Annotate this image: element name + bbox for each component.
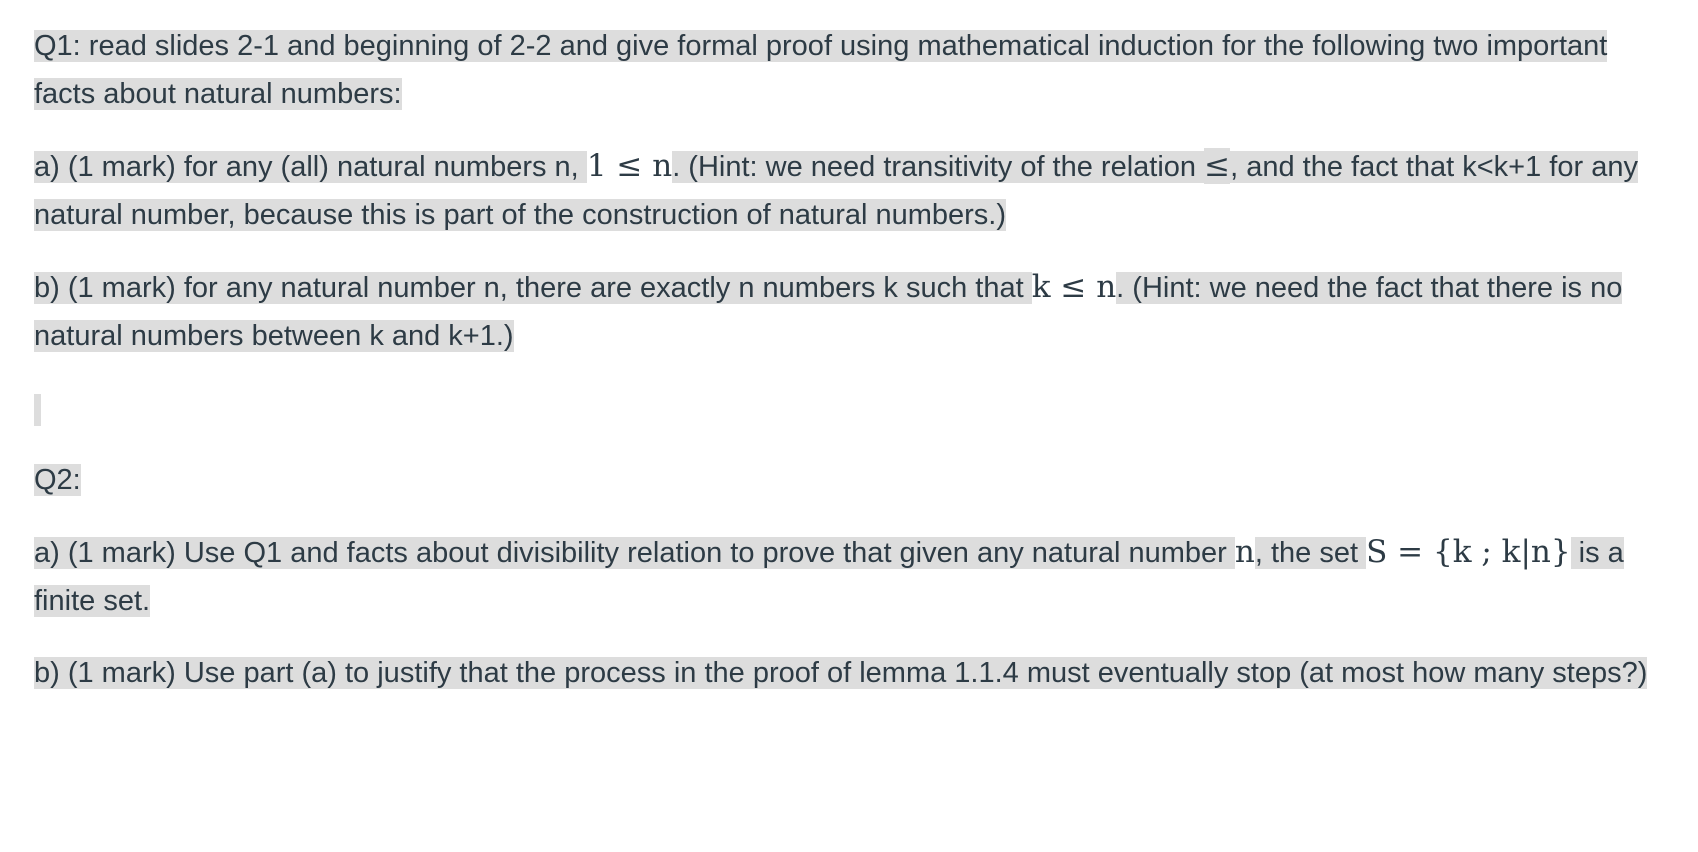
q1-a-math-le-symbol: ≤	[1204, 148, 1231, 184]
q1-a-math-1-le-n: 1 ≤ n	[586, 148, 673, 184]
q1-b-math-k-le-n: k ≤ n	[1031, 269, 1117, 305]
q2-a-math-n: n	[1234, 534, 1255, 570]
q1-part-b	[34, 263, 1674, 360]
q2-part-a	[34, 528, 1674, 625]
q2-a-text-after: is a finite set.	[34, 537, 1624, 617]
document-body	[34, 22, 1674, 721]
empty-line-highlight	[34, 394, 41, 426]
q2-part-b	[34, 649, 1674, 697]
q2-heading	[34, 456, 1674, 504]
q1-intro-text: Q1: read slides 2-1 and beginning of 2-2 and give formal proof using mathematical induction for the following two important facts about natural numbers:	[34, 30, 1608, 110]
q2-heading-text: Q2:	[34, 464, 81, 496]
q1-b-text-after: . (Hint: we need the fact that there is no natural numbers between k and k+1.)	[34, 272, 1623, 352]
q1-a-text-after: , and the fact that k<k+1 for any natural number, because this is part of the construction of natural numbers.)	[34, 151, 1638, 231]
q1-b-text-before: b) (1 mark) for any natural number n, there are exactly n numbers k such that	[34, 272, 1032, 304]
q1-a-text-before: a) (1 mark) for any (all) natural numbers n,	[34, 151, 587, 183]
q2-b-text: b) (1 mark) Use part (a) to justify that the process in the proof of lemma 1.1.4 must eventually stop (at most how many steps?)	[34, 657, 1648, 689]
empty-paragraph	[34, 384, 1674, 432]
q2-a-text-mid: , the set	[1254, 537, 1367, 569]
q1-intro	[34, 22, 1674, 118]
q1-part-a	[34, 142, 1674, 239]
q2-a-math-set: S = {k ; k|n}	[1366, 534, 1571, 570]
q2-a-text-before: a) (1 mark) Use Q1 and facts about divisibility relation to prove that given any natural number	[34, 537, 1235, 569]
q1-a-text-mid: . (Hint: we need transitivity of the relation	[672, 151, 1205, 183]
